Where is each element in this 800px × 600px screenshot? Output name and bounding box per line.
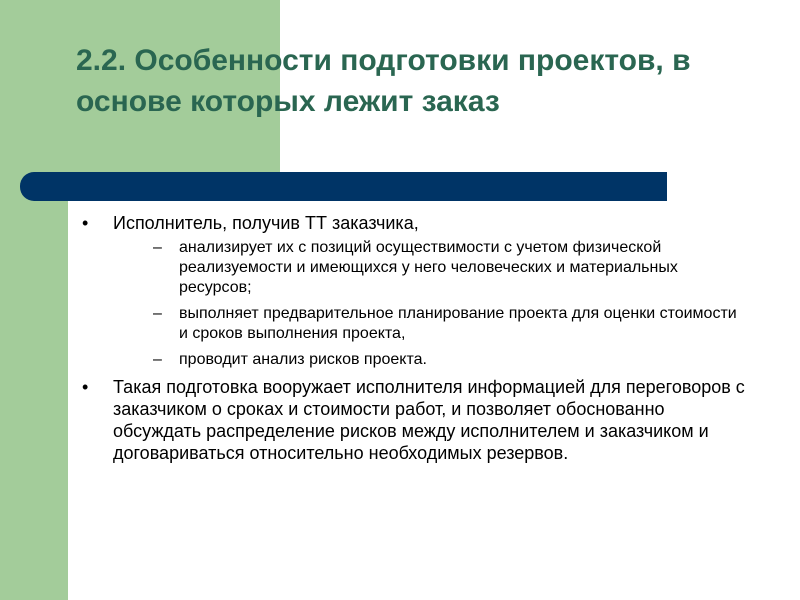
slide-content [80, 212, 750, 468]
bullet-item [80, 212, 750, 370]
dash-icon: – [153, 351, 162, 368]
bullet-dot-icon: • [82, 377, 89, 397]
sub-list [113, 238, 750, 370]
sub-list-item [113, 350, 750, 370]
bullet-item [80, 376, 750, 464]
bullet-text: Такая подготовка вооружает исполнителя информацией для переговоров с заказчиком о сроках и стоимости работ, и позволяет обоснованно обсуждать распределение рисков между исполнителем и заказчиком и договариваться относительно необходимых резервов. [113, 377, 745, 463]
bullet-dot-icon: • [82, 213, 89, 233]
sub-list-item [113, 238, 750, 298]
dash-icon: – [153, 305, 162, 322]
sub-item-text: выполняет предварительное планирование проекта для оценки стоимости и сроков выполнения проекта, [179, 305, 737, 342]
bullet-text: Исполнитель, получив ТТ заказчика, [113, 213, 419, 233]
title-divider-bar [20, 172, 667, 201]
dash-icon: – [153, 239, 162, 256]
sub-item-text: проводит анализ рисков проекта. [179, 351, 427, 368]
sub-item-text: анализирует их с позиций осуществимости с учетом физической реализуемости и имеющихся у него человеческих и материальных ресурсов; [179, 239, 678, 296]
sub-list-item [113, 304, 750, 344]
slide-title: 2.2. Особенности подготовки проектов, в основе которых лежит заказ [76, 44, 691, 118]
